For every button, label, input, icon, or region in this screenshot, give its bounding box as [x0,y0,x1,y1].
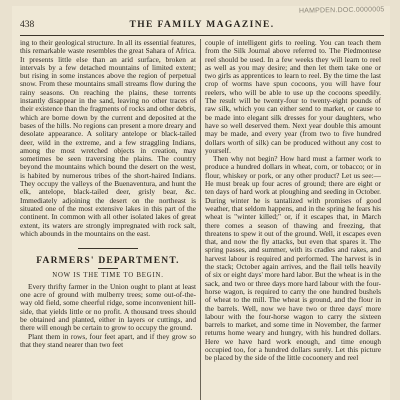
body-paragraph: Then why not begin? How hard must a farmer work to produce a hundred dollars in wheat, corn, or tobacco; or in flour, whiskey or pork, or any other product? Let us see:—He must break up four acres of ground; there are eight or ten days of hard work at ploughing and seeding in October. During winter he is tantalized with promises of good weather, that seldom happens, and in the spring he fears his wheat is "winter killed;" or, if it escapes that, in March there comes a season of thawing and freezing, that threatens to spew it out of the ground. Well, it escapes even that, and now the fly attacks, but even that spares it. The spring passes, and summer, with its cradles and rakes, and harvest labour is required and performed. The harvest is in the stack; October again arrives, and the flail tells heavily of six or eight days' more hard labor. But the wheat is in the sack, and two or three days more hard labour with the four-horse wagon, is required to carry the one hundred bushels of wheat to the mill. The wheat is ground, and the flour in the barrels. Well, now we have two or three days' more labour with the four-horse wagon to carry the sixteen barrels to market, and some time in November, the farmer returns home weary and hungry, with his hundred dollars. Here we have hard work enough, and time enough occupied too, for a hundred dollars surely. Let this picture be placed by the side of the little cocoonery and reel [205,154,381,363]
left-column [20,39,196,349]
header-rule [20,35,384,36]
body-paragraph: ing to their geological structure. In all its essential features, this remarkable waste resembles the great Sahara of Africa. It presents little else than an arid surface, broken at intervals by a few detached mountains of limited extent; but rising in some instances above the region of perpetual snow. From these mountains small streams flow during the rainy seasons. On reaching the plains, these torrents instantly disappear in the sand, leaving no other traces of their existence than the fragments of rocks and other debris, which are borne down by the current and deposited at the bases of the hills. No regions can present a more dreary and desolate appearance. A solitary antelope or black-tailed deer, wild in the extreme, and a few straggling Indians, among the most wretched objects in creation, may sometimes be seen traversing the plains. The country beyond the mountains which bound the desert on the west, is habited by numerous tribes of the short-haired Indians. They occupy the valleys of the Buenaventura, and hunt the elk, antelope, black-tailed deer, grisly bear, &c. Immediately adjoining the desert on the northeast is situated one of the most extensive lakes in this part of the continent. In common with all other isolated lakes of great extent, its waters are strongly impregnated with rock salt, which abounds in the mountains on the east. [20,38,196,238]
section-title: FARMERS' DEPARTMENT. [36,256,180,267]
right-column [205,39,381,363]
section-divider [78,248,138,249]
running-title: THE FAMILY MAGAZINE. [129,20,275,30]
subsection-title: NOW IS THE TIME TO BEGIN. [52,272,164,280]
body-paragraph: Plant them in rows, four feet apart, and if they grow so that they stand nearer than two feet [20,331,196,349]
body-paragraph: Every thrifty farmer in the Union ought to plant at least one acre of ground with mulberry trees; some out-of-the-way old field, some cheerful ridge, some inconvenient hill-side, that yields little or no profit. A thousand trees should be obtained and planted, either in layers or cuttings, and there will enough be certain to grow to occupy the ground. [20,281,196,333]
page-number: 438 [20,20,35,30]
page-header [20,20,384,34]
column-divider [200,39,201,400]
subsection-divider [98,268,118,269]
archive-stamp: HAMPDEN.DOC.0000005 [298,6,385,15]
body-paragraph: couple of intelligent girls to reeling. You can teach them from the Silk Journal above referred to. The Piedmontese reel should be used. In a few weeks they will learn to reel as well as you may desire; and then let them take one or two girls as apprentices to learn to reel. By the time the last crop of worms have spun cocoons, you will have four reelers, who will be able to use up the cocoons speedily. The result will be twenty-four to twenty-eight pounds of raw silk, which you can either send to market, or cause to be made into elegant silk dresses for your daughters, who have so well deserved them. Next year double this amount may be made, and every year (from two to five hundred dollars worth of silk) can be produced without any cost to yourself. [205,38,381,155]
magazine-page [12,6,390,400]
